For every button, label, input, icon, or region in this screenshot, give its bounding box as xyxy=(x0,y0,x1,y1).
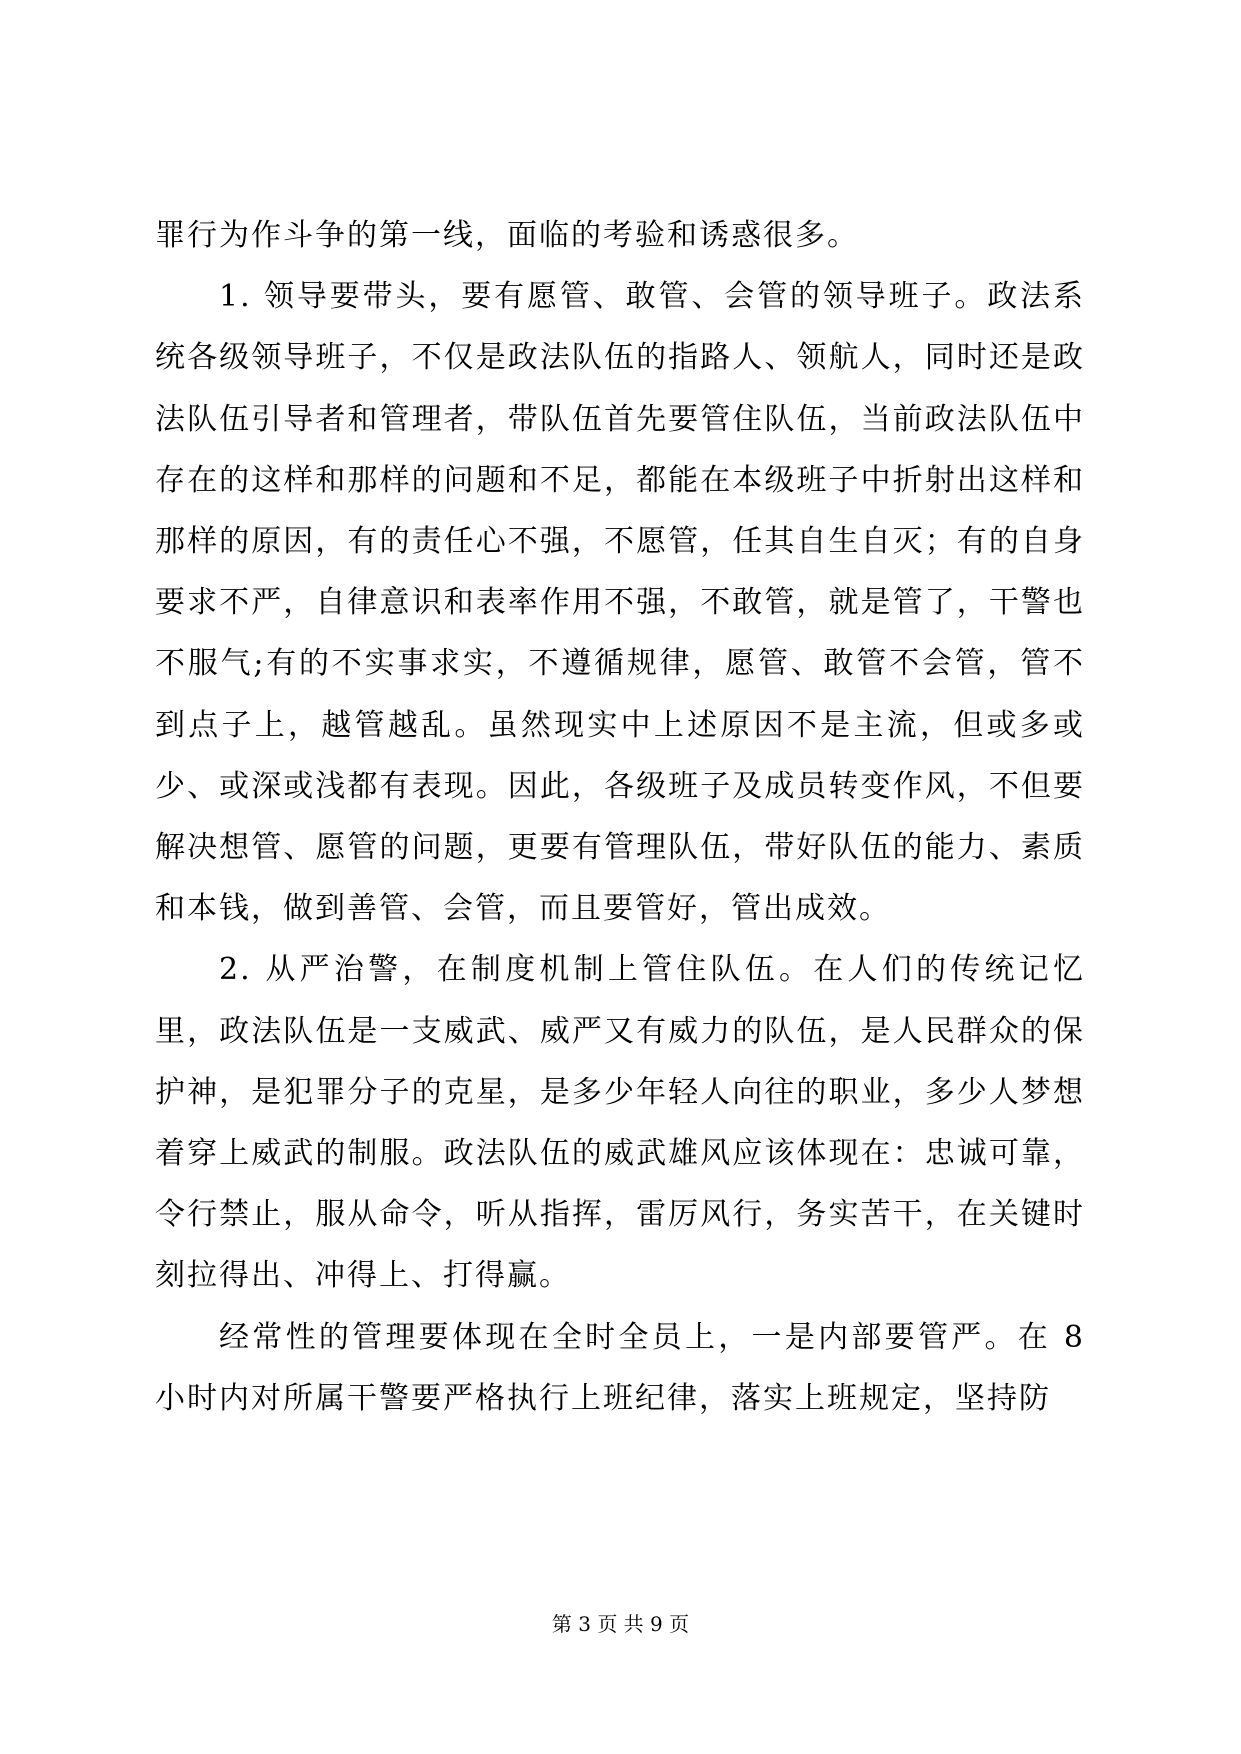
document-body xyxy=(155,205,1085,1429)
paragraph-continuation: 罪行为作斗争的第一线，面临的考验和诱惑很多。 xyxy=(155,218,859,253)
page-footer: 第 3 页 共 9 页 xyxy=(551,1612,690,1636)
paragraph-regular-management: 经常性的管理要体现在全时全员上，一是内部要管严。在 8 小时内对所属干警要严格执行上班纪律，落实上班规定，坚持防 xyxy=(155,1319,1085,1416)
paragraph-strict-management: 2. 从严治警，在制度机制上管住队伍。在人们的传统记忆里，政法队伍是一支威武、威严又有威力的队伍，是人民群众的保护神，是犯罪分子的克星，是多少年轻人向往的职业，多少人梦想着穿上威武的制服。政法队伍的威武雄风应该体现在：忠诚可靠，令行禁止，服从命令，听从指挥，雷厉风行，务实苦干，在关键时刻拉得出、冲得上、打得赢。 xyxy=(155,952,1085,1294)
paragraph-leadership: 1. 领导要带头，要有愿管、敢管、会管的领导班子。政法系统各级领导班子，不仅是政法队伍的指路人、领航人，同时还是政法队伍引导者和管理者，带队伍首先要管住队伍，当前政法队伍中存在的这样和那样的问题和不足，都能在本级班子中折射出这样和那样的原因，有的责任心不强，不愿管，任其自生自灭；有的自身要求不严，自律意识和表率作用不强，不敢管，就是管了，干警也不服气;有的不实事求实，不遵循规律，愿管、敢管不会管，管不到点子上，越管越乱。虽然现实中上述原因不是主流，但或多或少、或深或浅都有表现。因此，各级班子及成员转变作风，不但要解决想管、愿管的问题，更要有管理队伍，带好队伍的能力、素质和本钱，做到善管、会管，而且要管好，管出成效。 xyxy=(155,279,1085,927)
